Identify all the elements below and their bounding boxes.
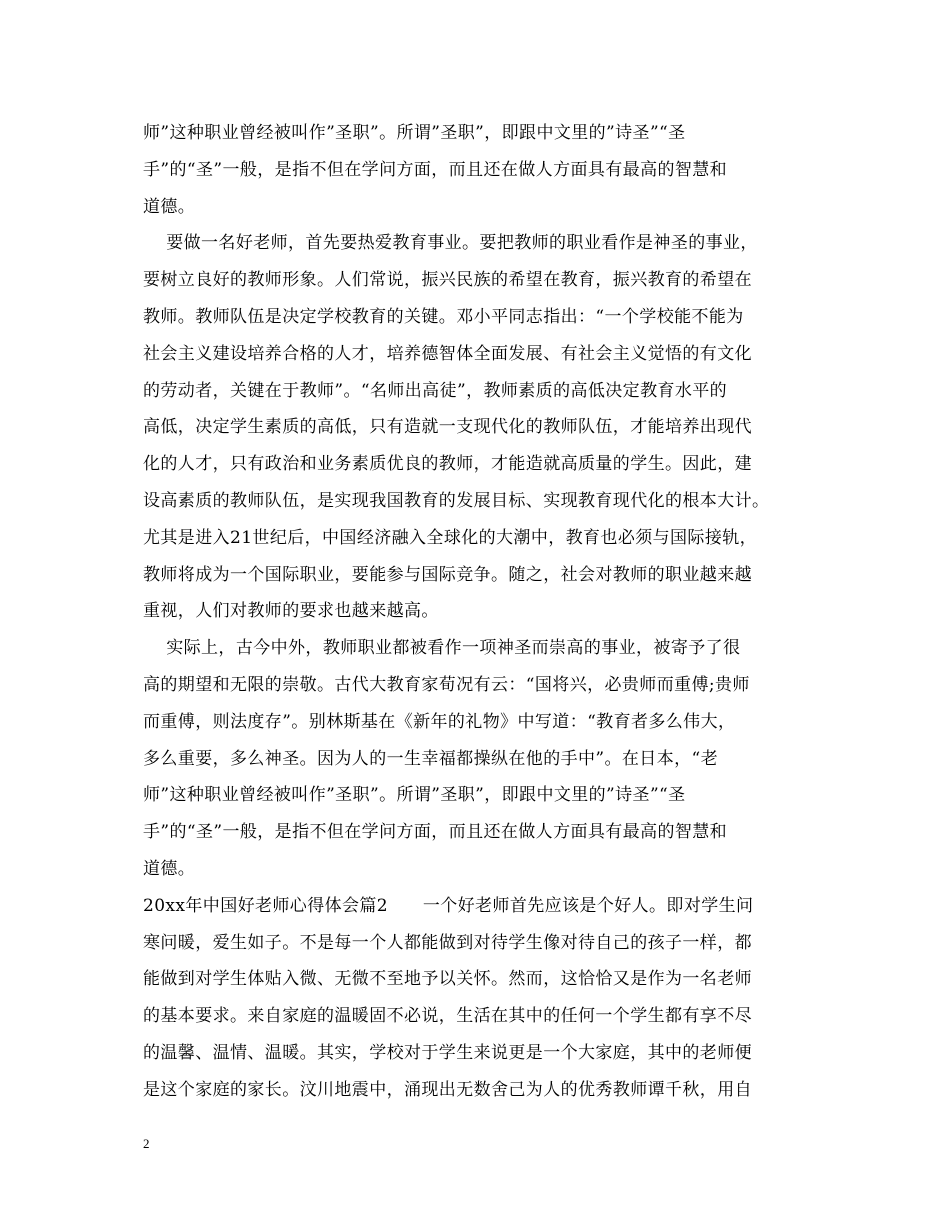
text-line: 道德。 (143, 858, 196, 879)
text-line: 师”这种职业曾经被叫作”圣职”。所谓”圣职”，即跟中文里的”诗圣”“圣 (143, 785, 686, 806)
text-line: 道德。 (143, 196, 196, 217)
text-line: 教师。教师队伍是决定学校教育的关键。邓小平同志指出：“一个学校能不能为 (143, 306, 744, 327)
text-line: 能做到对学生体贴入微、无微不至地予以关怀。然而，这恰恰又是作为一名老师 (143, 969, 752, 990)
text-line: 要做一名好老师，首先要热爱教育事业。要把教师的职业看作是神圣的事业， (143, 233, 758, 254)
text-line: 的劳动者，关键在于教师”。“名师出高徒”，教师素质的高低决定教育水平的 (143, 380, 728, 401)
text-line: 的温馨、温情、温暖。其实，学校对于学生来说更是一个大家庭，其中的老师便 (143, 1042, 752, 1063)
text-line: 师”这种职业曾经被叫作”圣职”。所谓”圣职”，即跟中文里的”诗圣”“圣 (143, 123, 686, 143)
text-line: 多么重要，多么神圣。因为人的一生幸福都操纵在他的手中”。在日本，“老 (143, 748, 718, 769)
text-line: 是这个家庭的家长。汶川地震中，涌现出无数舍己为人的优秀教师谭千秋，用自 (143, 1079, 752, 1100)
text-line: 而重傅，则法度存”。别林斯基在《新年的礼物》中写道：“教育者多么伟大， (143, 711, 736, 732)
text-line: 化的人才，只有政治和业务素质优良的教师，才能造就高质量的学生。因此，建 (143, 454, 752, 475)
text-line: 重视，人们对教师的要求也越来越高。 (143, 601, 439, 622)
text-line: 实际上，古今中外，教师职业都被看作一项神圣而崇高的事业，被寄予了很 (143, 638, 741, 659)
text-line: 寒问暖，爱生如子。不是每一个人都能做到对待学生像对待自己的孩子一样，都 (143, 932, 752, 953)
document-body (143, 115, 833, 1109)
text-line: 的基本要求。来自家庭的温暖固不必说，生活在其中的任何一个学生都有享不尽 (143, 1006, 752, 1027)
text-line: 尤其是进入21世纪后，中国经济融入全球化的大潮中，教育也必须与国际接轨， (143, 527, 758, 548)
text-line: 手”的“圣”一般，是指不但在学问方面，而且还在做人方面具有最高的智慧和 (143, 159, 728, 180)
text-line: 手”的“圣”一般，是指不但在学问方面，而且还在做人方面具有最高的智慧和 (143, 822, 728, 843)
text-line: 社会主义建设培养合格的人才，培养德智体全面发展、有社会主义觉悟的有文化 (143, 343, 752, 364)
section-heading-line: 20xx年中国好老师心得体会篇2 一个好老师首先应该是个好人。即对学生问 (143, 895, 754, 916)
page-number: 2 (143, 1136, 150, 1151)
text-line: 高的期望和无限的崇敬。古代大教育家荀况有云：“国将兴，必贵师而重傅;贵师 (143, 674, 750, 695)
text-line: 设高素质的教师队伍，是实现我国教育的发展目标、实现教育现代化的根本大计。 (143, 490, 770, 511)
text-line: 高低，决定学生素质的高低，只有造就一支现代化的教师队伍，才能培养出现代 (143, 417, 752, 438)
text-line: 教师将成为一个国际职业，要能参与国际竞争。随之，社会对教师的职业越来越 (143, 564, 752, 585)
text-line: 要树立良好的教师形象。人们常说，振兴民族的希望在教育，振兴教育的希望在 (143, 270, 752, 291)
